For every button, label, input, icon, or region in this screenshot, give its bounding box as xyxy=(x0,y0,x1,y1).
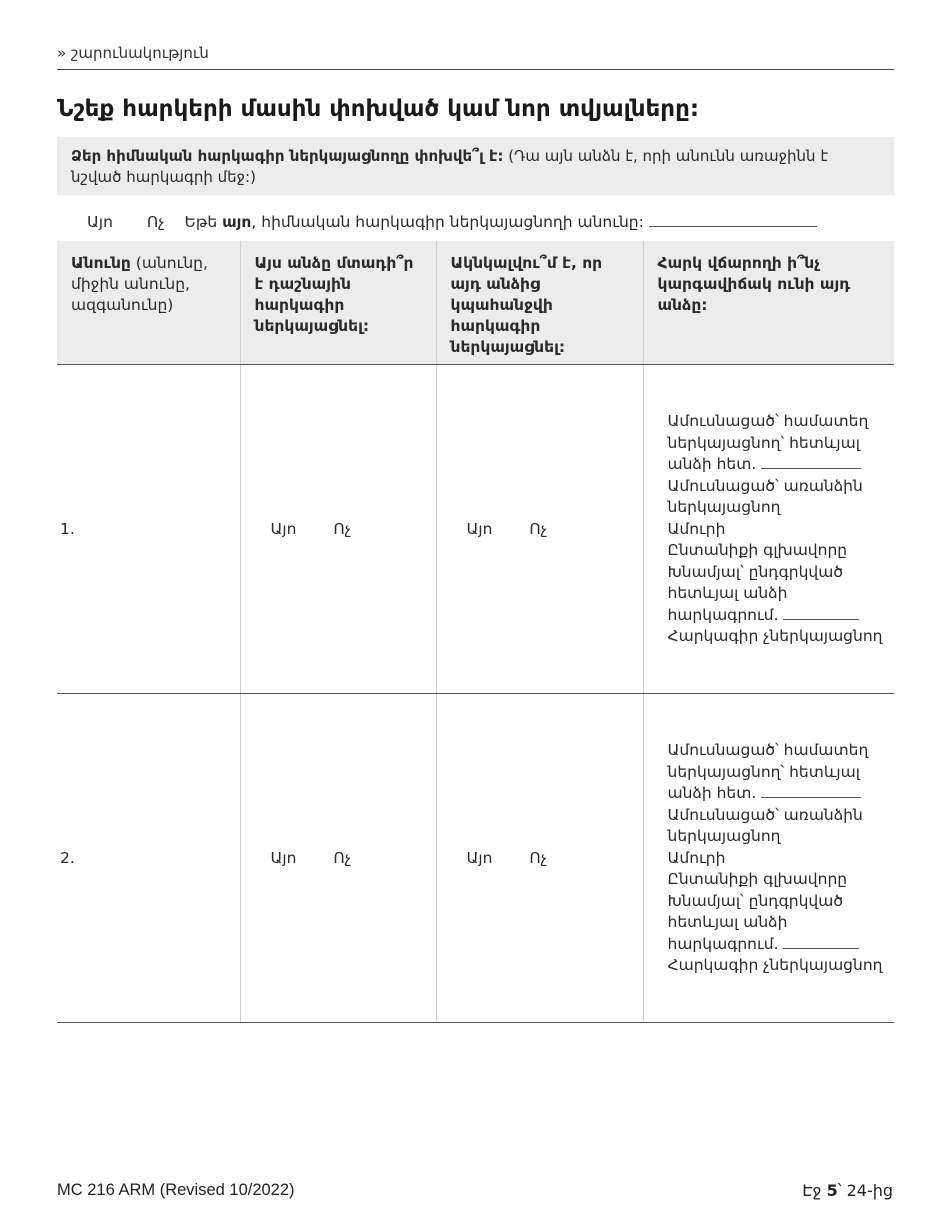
status-married-separate[interactable]: Ամուսնացած՝ առանձին ներկայացնող xyxy=(667,476,863,517)
tax-status-options xyxy=(643,693,894,1022)
question-note: (Դա այն անձն է, որի անունն առաջինն է նշված հարկագրի մեջ:) xyxy=(71,147,829,186)
status-married-joint[interactable]: Ամուսնացած՝ համատեղ ներկայացնող՝ հետևյալ անձի հետ. xyxy=(667,412,869,474)
page-number: Էջ 5՝ 24-ից xyxy=(802,1181,893,1200)
claimant-name-field[interactable] xyxy=(783,607,859,620)
if-yes-suffix: , հիմնական հարկագիր ներկայացնողի անունը: xyxy=(251,213,644,231)
household-tax-table xyxy=(57,241,894,1023)
status-head-of-household[interactable]: Ընտանիքի գլխավորը xyxy=(667,541,848,560)
header-will-file: Այս անձը մտադի՞ր է դաշնային հարկագիր ներկայացնել: xyxy=(240,241,436,364)
status-non-filer[interactable]: Հարկագիր չներկայացնող xyxy=(667,956,883,975)
will-file-choice xyxy=(240,693,436,1022)
will-file-no[interactable]: Ոչ xyxy=(333,519,352,538)
continuation-label: » շարունակություն xyxy=(57,44,209,62)
status-dependent[interactable]: Խնամյալ՝ ընդգրկված հետևյալ անձի հարկագրում. xyxy=(668,891,887,956)
question-text: Ձեր հիմնական հարկագիր ներկայացնողը փոխվե՞լ է: xyxy=(71,147,504,165)
if-yes-prefix: Եթե xyxy=(184,213,223,231)
status-non-filer[interactable]: Հարկագիր չներկայացնող xyxy=(667,627,883,646)
will-file-choice xyxy=(240,364,436,693)
required-no[interactable]: Ոչ xyxy=(529,519,548,538)
will-file-yes[interactable]: Այո xyxy=(270,848,297,867)
answer-no-option[interactable]: Ոչ xyxy=(146,213,165,231)
required-yes[interactable]: Այո xyxy=(466,848,493,867)
status-dependent[interactable]: Խնամյալ՝ ընդգրկված հետևյալ անձի հարկագրում. xyxy=(668,562,887,627)
claimant-name-field[interactable] xyxy=(783,936,859,949)
status-single[interactable]: Ամուրի xyxy=(667,848,726,867)
table-row xyxy=(57,693,894,1022)
table-header-row xyxy=(57,241,894,364)
tax-status-options xyxy=(643,364,894,693)
header-required-to-file: Ակնկալվու՞մ է, որ այդ անձից կպահանջվի հարկագիր ներկայացնել: xyxy=(436,241,643,364)
joint-filer-name-field[interactable] xyxy=(761,456,861,469)
form-id: MC 216 ARM (Revised 10/2022) xyxy=(57,1181,295,1199)
primary-filer-question xyxy=(57,137,894,195)
primary-filer-answer xyxy=(87,213,817,231)
section-title: Նշեք հարկերի մասին փոխված կամ նոր տվյալները: xyxy=(57,96,700,122)
table-row xyxy=(57,364,894,693)
status-married-separate[interactable]: Ամուսնացած՝ առանձին ներկայացնող xyxy=(667,805,863,846)
status-married-joint[interactable]: Ամուսնացած՝ համատեղ ներկայացնող՝ հետևյալ անձի հետ. xyxy=(667,741,869,803)
primary-filer-name-field[interactable] xyxy=(649,214,817,227)
answer-yes-option[interactable]: Այո xyxy=(87,213,113,231)
row-number: 2. xyxy=(57,693,240,1022)
if-yes-bold: այո xyxy=(222,213,252,231)
header-tax-status: Հարկ վճարողի ի՞նչ կարգավիճակ ունի այդ անձը: xyxy=(643,241,894,364)
will-file-no[interactable]: Ոչ xyxy=(333,848,352,867)
will-file-yes[interactable]: Այո xyxy=(270,519,297,538)
required-no[interactable]: Ոչ xyxy=(529,848,548,867)
row-number: 1. xyxy=(57,364,240,693)
required-to-file-choice xyxy=(436,693,643,1022)
joint-filer-name-field[interactable] xyxy=(761,785,861,798)
status-single[interactable]: Ամուրի xyxy=(667,519,726,538)
required-yes[interactable]: Այո xyxy=(466,519,493,538)
required-to-file-choice xyxy=(436,364,643,693)
status-head-of-household[interactable]: Ընտանիքի գլխավորը xyxy=(667,870,848,889)
header-name: Անունը (անունը, միջին անունը, ազգանունը) xyxy=(57,241,240,364)
header-divider xyxy=(57,69,894,70)
